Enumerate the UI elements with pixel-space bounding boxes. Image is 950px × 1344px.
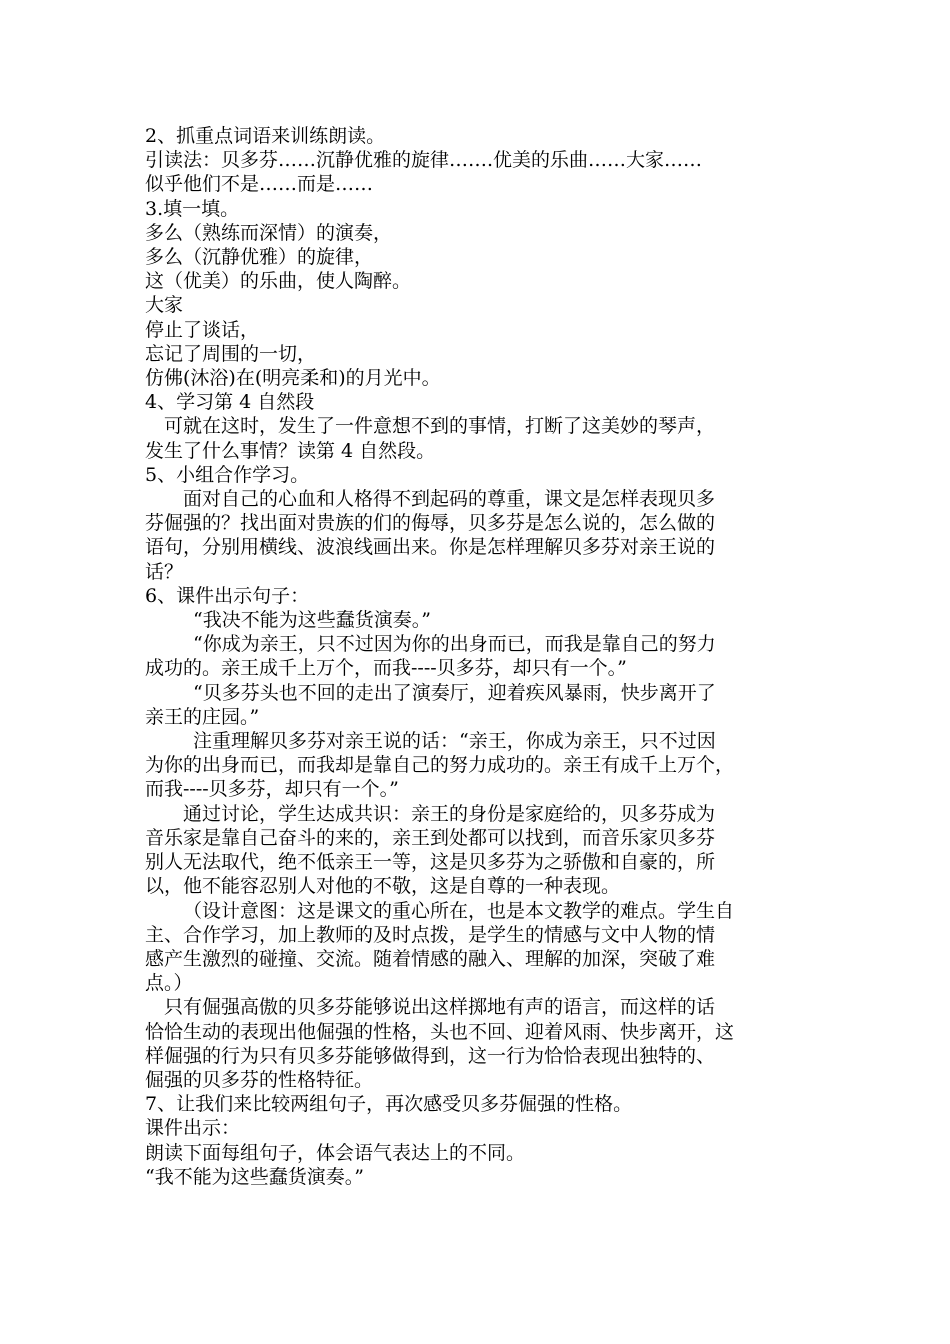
text-line: 7、让我们来比较两组句子，再次感受贝多芬倔强的性格。 — [145, 1093, 633, 1116]
text-line: 芬倔强的？找出面对贵族的们的侮辱，贝多芬是怎么说的，怎么做的 — [145, 512, 716, 535]
text-line: 似乎他们不是……而是…… — [145, 173, 374, 196]
text-line: “贝多芬头也不回的走出了演奏厅，迎着疾风暴雨，快步离开了 — [193, 681, 716, 704]
text-line: 亲王的庄园。” — [145, 705, 260, 728]
text-line: 4、学习第 4 自然段 — [145, 391, 315, 414]
text-line: （设计意图：这是课文的重心所在，也是本文教学的难点。学生自 — [183, 899, 735, 922]
text-line: 朗读下面每组句子，体会语气表达上的不同。 — [145, 1141, 526, 1164]
text-line: 5、小组合作学习。 — [145, 463, 310, 486]
text-line: 倔强的贝多芬的性格特征。 — [145, 1068, 374, 1091]
text-line: 发生了什么事情？读第 4 自然段。 — [145, 439, 436, 462]
text-line: 点。） — [145, 972, 193, 995]
text-line: 忘记了周围的一切， — [145, 342, 317, 365]
text-line: 2、抓重点词语来训练朗读。 — [145, 125, 386, 147]
text-line: 多么（沉静优雅）的旋律， — [145, 246, 374, 269]
text-line: 通过讨论，学生达成共识：亲王的身份是家庭给的，贝多芬成为 — [183, 802, 716, 825]
text-line: 停止了谈话， — [145, 318, 260, 341]
text-line: 感产生激烈的碰撞、交流。随着情感的融入、理解的加深，突破了难 — [145, 947, 716, 970]
text-line: 课件出示： — [145, 1117, 241, 1140]
text-line: 别人无法取代，绝不低亲王一等，这是贝多芬为之骄傲和自豪的，所 — [145, 851, 716, 874]
text-line: 3.填一填。 — [145, 197, 240, 220]
document-body — [145, 124, 820, 1189]
text-line: 6、课件出示句子： — [145, 584, 310, 607]
text-line: 语句，分别用横线、波浪线画出来。你是怎样理解贝多芬对亲王说的 — [145, 536, 716, 559]
text-line: 话？ — [145, 560, 184, 583]
text-line: 只有倔强高傲的贝多芬能够说出这样掷地有声的语言，而这样的话 — [164, 996, 716, 1019]
text-line: “你成为亲王，只不过因为你的出身而已，而我是靠自己的努力 — [193, 633, 716, 656]
text-line: “我决不能为这些蠢货演奏。” — [193, 609, 431, 632]
text-line: 样倔强的行为只有贝多芬能够做得到，这一行为恰恰表现出独特的、 — [145, 1044, 716, 1067]
text-line: 为你的出身而已，而我却是靠自己的努力成功的。亲王有成千上万个， — [145, 754, 735, 777]
text-line: 仿佛(沐浴)在(明亮柔和)的月光中。 — [145, 367, 441, 390]
text-line: 而我----贝多芬，却只有一个。” — [145, 778, 399, 801]
text-line: 大家 — [145, 294, 184, 317]
text-line: 多么（熟练而深情）的演奏， — [145, 221, 393, 244]
text-line: 注重理解贝多芬对亲王说的话：“亲王，你成为亲王，只不过因 — [193, 730, 716, 753]
text-line: 引读法：贝多芬……沉静优雅的旋律…….优美的乐曲……大家…… — [145, 149, 703, 172]
text-line: 可就在这时，发生了一件意想不到的事情，打断了这美妙的琴声， — [164, 415, 716, 438]
text-line: 这（优美）的乐曲，使人陶醉。 — [145, 270, 412, 293]
text-line: 面对自己的心血和人格得不到起码的尊重，课文是怎样表现贝多 — [183, 488, 716, 511]
text-line: 成功的。亲王成千上万个，而我----贝多芬，却只有一个。” — [145, 657, 627, 680]
text-line: 恰恰生动的表现出他倔强的性格，头也不回、迎着风雨、快步离开，这 — [145, 1020, 735, 1043]
text-line: “我不能为这些蠢货演奏。” — [145, 1165, 364, 1188]
text-line: 主、合作学习，加上教师的及时点拨，是学生的情感与文中人物的情 — [145, 923, 716, 946]
text-line: 以，他不能容忍别人对他的不敬，这是自尊的一种表现。 — [145, 875, 621, 898]
text-line: 音乐家是靠自己奋斗的来的，亲王到处都可以找到，而音乐家贝多芬 — [145, 826, 716, 849]
